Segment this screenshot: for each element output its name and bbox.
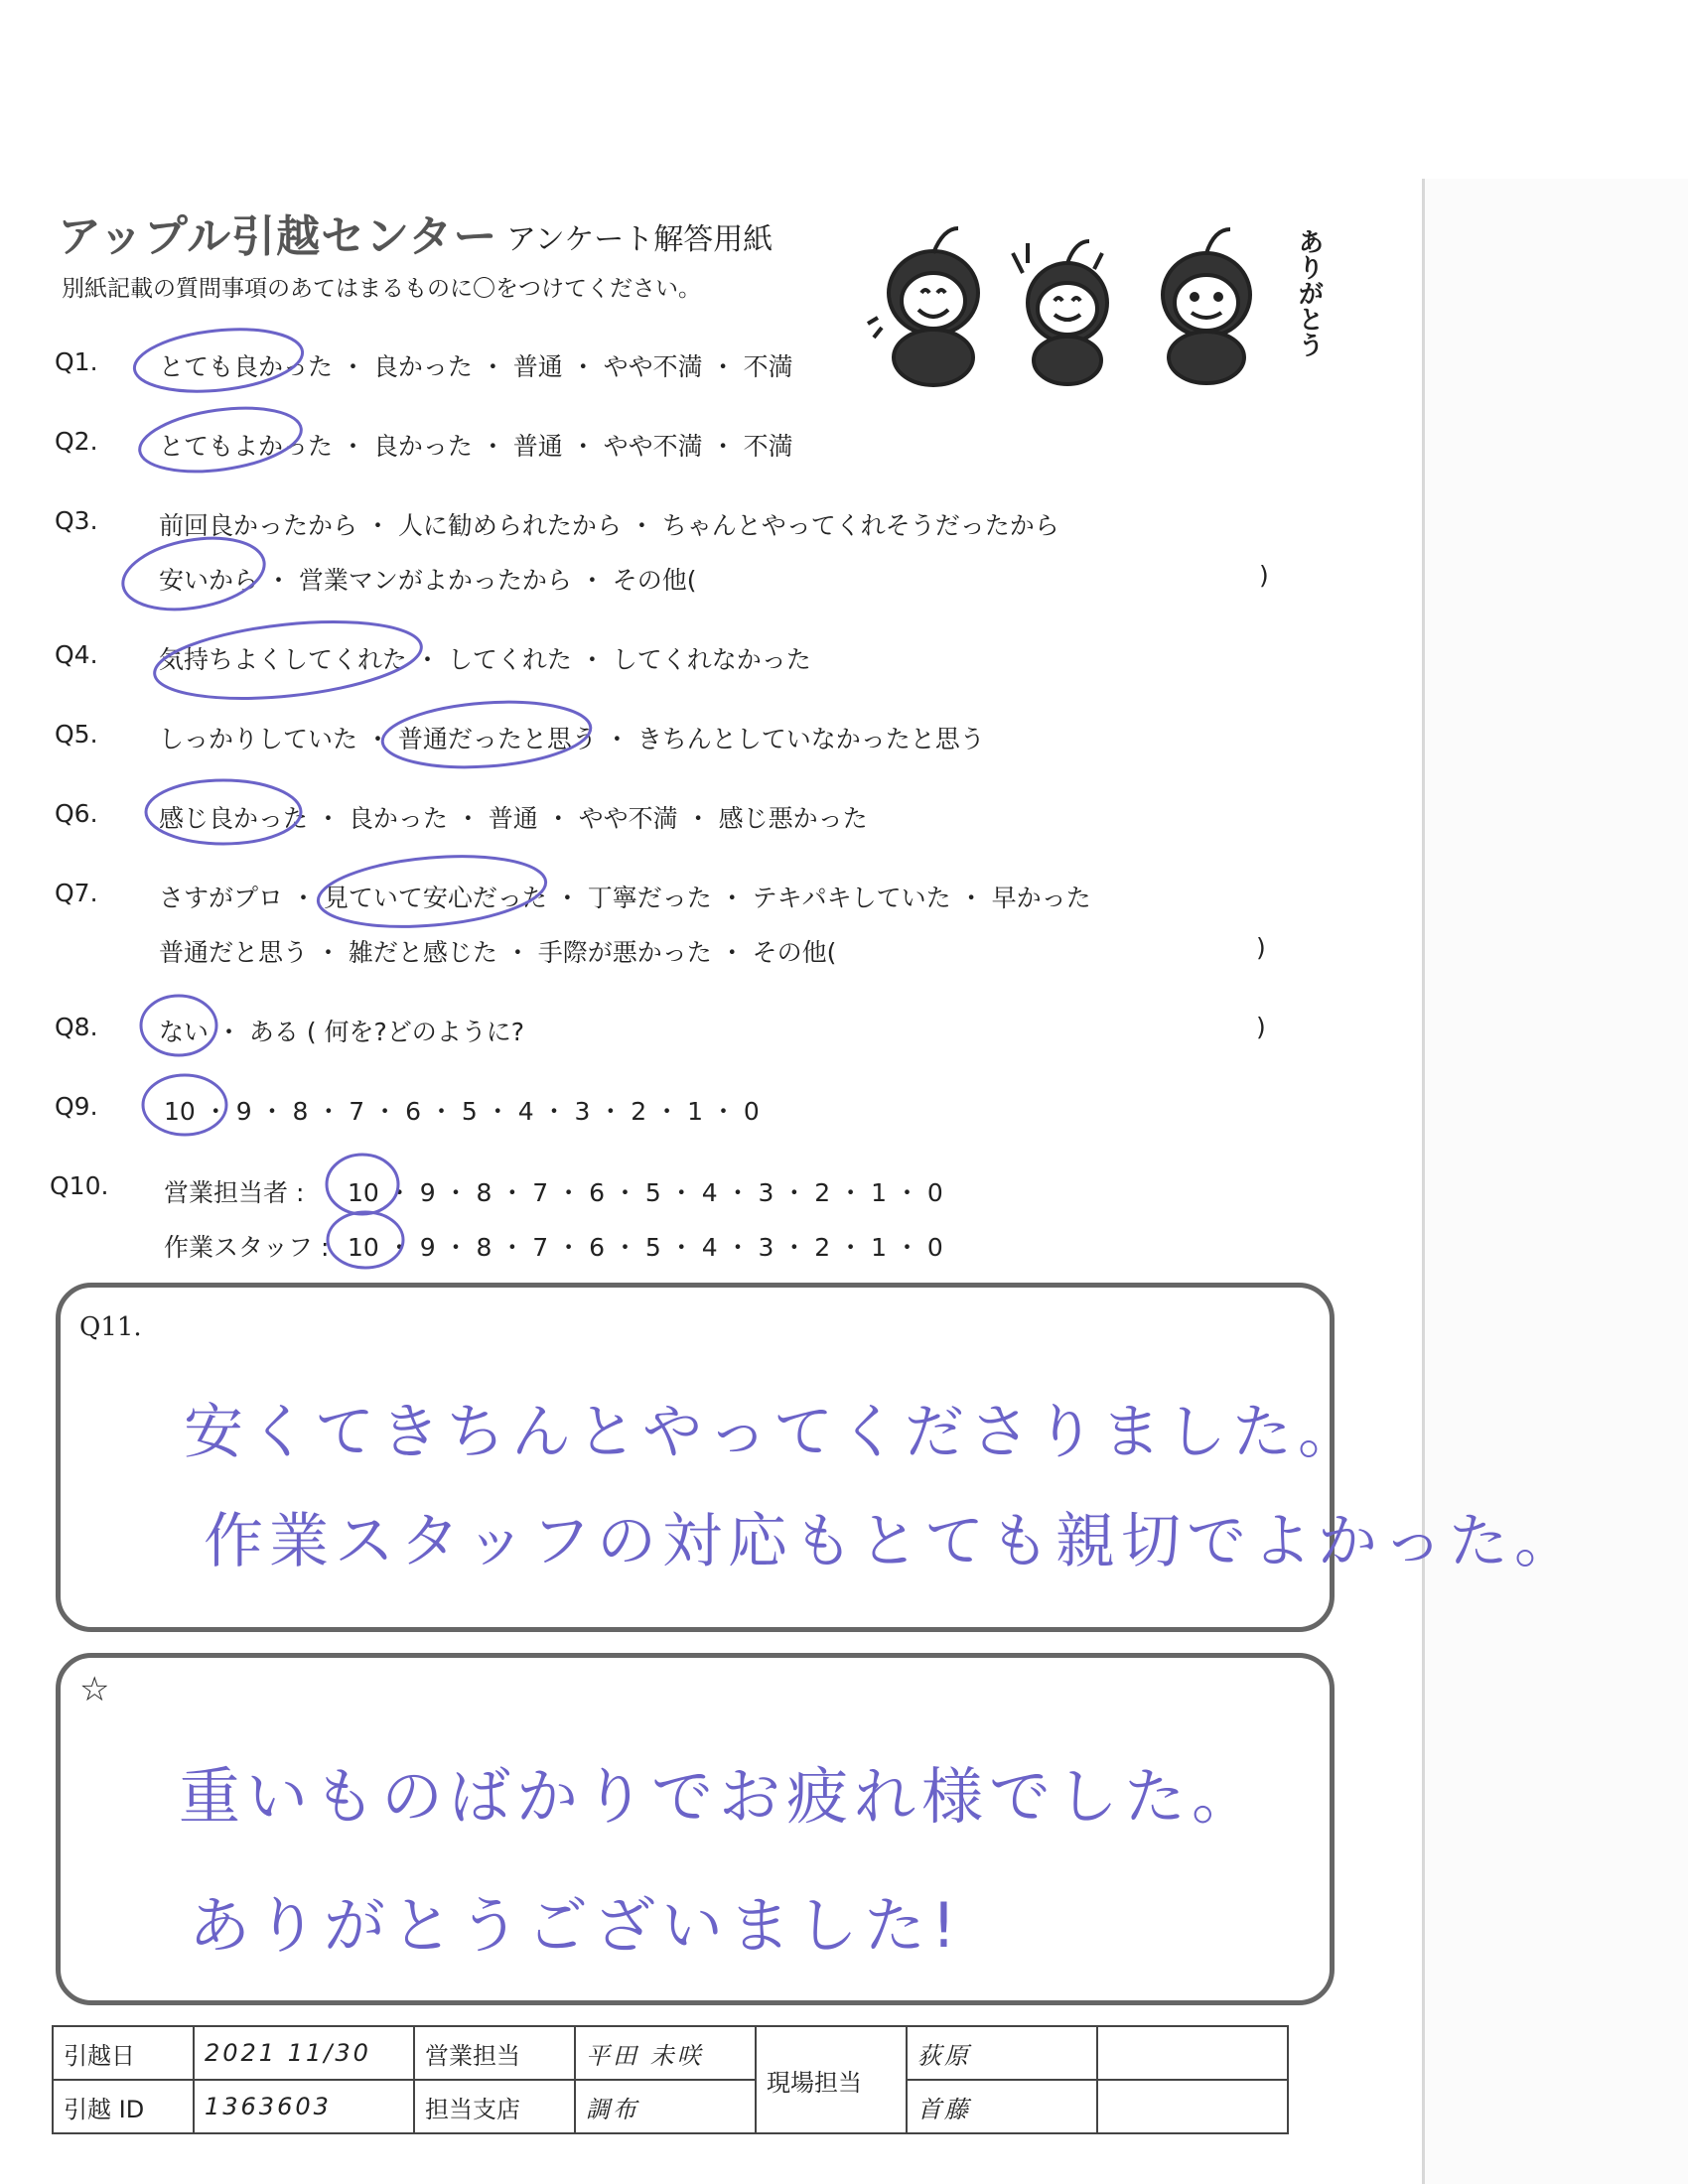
- q6-label: Q6.: [55, 799, 98, 828]
- q10-sales-selected-circle: [327, 1155, 398, 1214]
- branch-value: 調布: [575, 2080, 756, 2133]
- q3-options-line1: 前回良かったから ・ 人に勧められたから ・ ちゃんとやってくれそうだったから: [159, 511, 1059, 540]
- q9-scale: 10 ・ 9 ・ 8 ・ 7 ・ 6 ・ 5 ・ 4 ・ 3 ・ 2 ・ 1 ・ 0: [164, 1097, 760, 1126]
- site-rep-label: 現場担当: [756, 2026, 907, 2133]
- blank-cell-1: [1097, 2026, 1288, 2080]
- q4-label: Q4.: [55, 640, 98, 669]
- form-subtitle: アンケート解答用紙: [506, 222, 774, 257]
- move-id-label: 引越 ID: [53, 2080, 194, 2133]
- q3-close-paren: ): [1259, 561, 1269, 590]
- q1-options: とても良かった ・ 良かった ・ 普通 ・ やや不満 ・ 不満: [159, 352, 793, 381]
- star-handwriting-line1: 重いものばかりでお疲れ様でした。: [179, 1760, 1260, 1833]
- q3-label: Q3.: [55, 506, 98, 535]
- q8-close-paren: ): [1256, 1013, 1266, 1041]
- q10-staff-selected-circle: [328, 1212, 403, 1268]
- q1-label: Q1.: [55, 347, 98, 376]
- q4-options: 気持ちよくしてくれた ・ してくれた ・ してくれなかった: [159, 645, 811, 674]
- q5-label: Q5.: [55, 720, 98, 749]
- q9-label: Q9.: [55, 1092, 98, 1121]
- branch-label: 担当支店: [414, 2080, 575, 2133]
- q9-selected-circle: [143, 1075, 226, 1135]
- q8-label: Q8.: [55, 1013, 98, 1041]
- q6-selected-circle: [146, 780, 301, 844]
- mascot-caption: ありがとう: [1294, 228, 1324, 357]
- site-rep-value-2: 首藤: [907, 2080, 1097, 2133]
- brand-title: アップル引越センター: [58, 211, 498, 262]
- q2-selected-circle: [136, 399, 306, 480]
- q7-options-line2: 普通だと思う ・ 雑だと感じた ・ 手際が悪かった ・ その他(: [159, 938, 837, 967]
- q3-selected-circle: [117, 528, 270, 619]
- move-date-value: 2021 11/30: [194, 2026, 414, 2080]
- q10-sales-label: 営業担当者 :: [164, 1178, 305, 1207]
- sales-rep-value: 平田 未咲: [575, 2026, 756, 2080]
- q7-selected-circle: [315, 848, 548, 935]
- q10-sales-scale: 10 ・ 9 ・ 8 ・ 7 ・ 6 ・ 5 ・ 4 ・ 3 ・ 2 ・ 1 ・ 0: [348, 1178, 943, 1207]
- q11-handwriting-line2: 作業スタッフの対応もとても親切でよかった。: [204, 1507, 1580, 1576]
- q6-options: 感じ良かった ・ 良かった ・ 普通 ・ やや不満 ・ 感じ悪かった: [159, 804, 868, 833]
- instruction-text: 別紙記載の質問事項のあてはまるものに〇をつけてください。: [62, 276, 701, 302]
- q11-handwriting-line1: 安くてきちんとやってくださりました。: [184, 1398, 1363, 1467]
- q5-selected-circle: [380, 696, 593, 773]
- q4-selected-circle: [151, 611, 425, 710]
- q7-close-paren: ): [1256, 933, 1266, 962]
- q2-options: とてもよかった ・ 良かった ・ 普通 ・ やや不満 ・ 不満: [159, 432, 793, 461]
- footer-info-table: [52, 2025, 1289, 2134]
- star-label: ☆: [79, 1670, 110, 1709]
- q7-label: Q7.: [55, 879, 98, 907]
- q2-label: Q2.: [55, 427, 98, 456]
- star-handwriting-line2: ありがとうございました!: [189, 1889, 962, 1962]
- q5-options: しっかりしていた ・ 普通だったと思う ・ きちんとしていなかったと思う: [159, 725, 985, 753]
- sales-rep-label: 営業担当: [414, 2026, 575, 2080]
- q11-label: Q11.: [79, 1312, 142, 1342]
- q1-selected-circle: [131, 322, 305, 398]
- q8-options: ない ・ ある ( 何を?どのように?: [159, 1018, 525, 1046]
- blank-cell-2: [1097, 2080, 1288, 2133]
- move-date-label: 引越日: [53, 2026, 194, 2080]
- q7-options-line1: さすがプロ ・ 見ていて安心だった ・ 丁寧だった ・ テキパキしていた ・ 早かった: [159, 884, 1091, 912]
- q10-label: Q10.: [50, 1171, 109, 1200]
- q10-staff-label: 作業スタッフ :: [164, 1233, 330, 1262]
- q3-options-line2: 安いから ・ 営業マンがよかったから ・ その他(: [159, 566, 697, 595]
- site-rep-value-1: 荻原: [907, 2026, 1097, 2080]
- q8-selected-circle: [141, 996, 216, 1055]
- q10-staff-scale: 10 ・ 9 ・ 8 ・ 7 ・ 6 ・ 5 ・ 4 ・ 3 ・ 2 ・ 1 ・ 0: [348, 1233, 943, 1262]
- move-id-value: 1363603: [194, 2080, 414, 2133]
